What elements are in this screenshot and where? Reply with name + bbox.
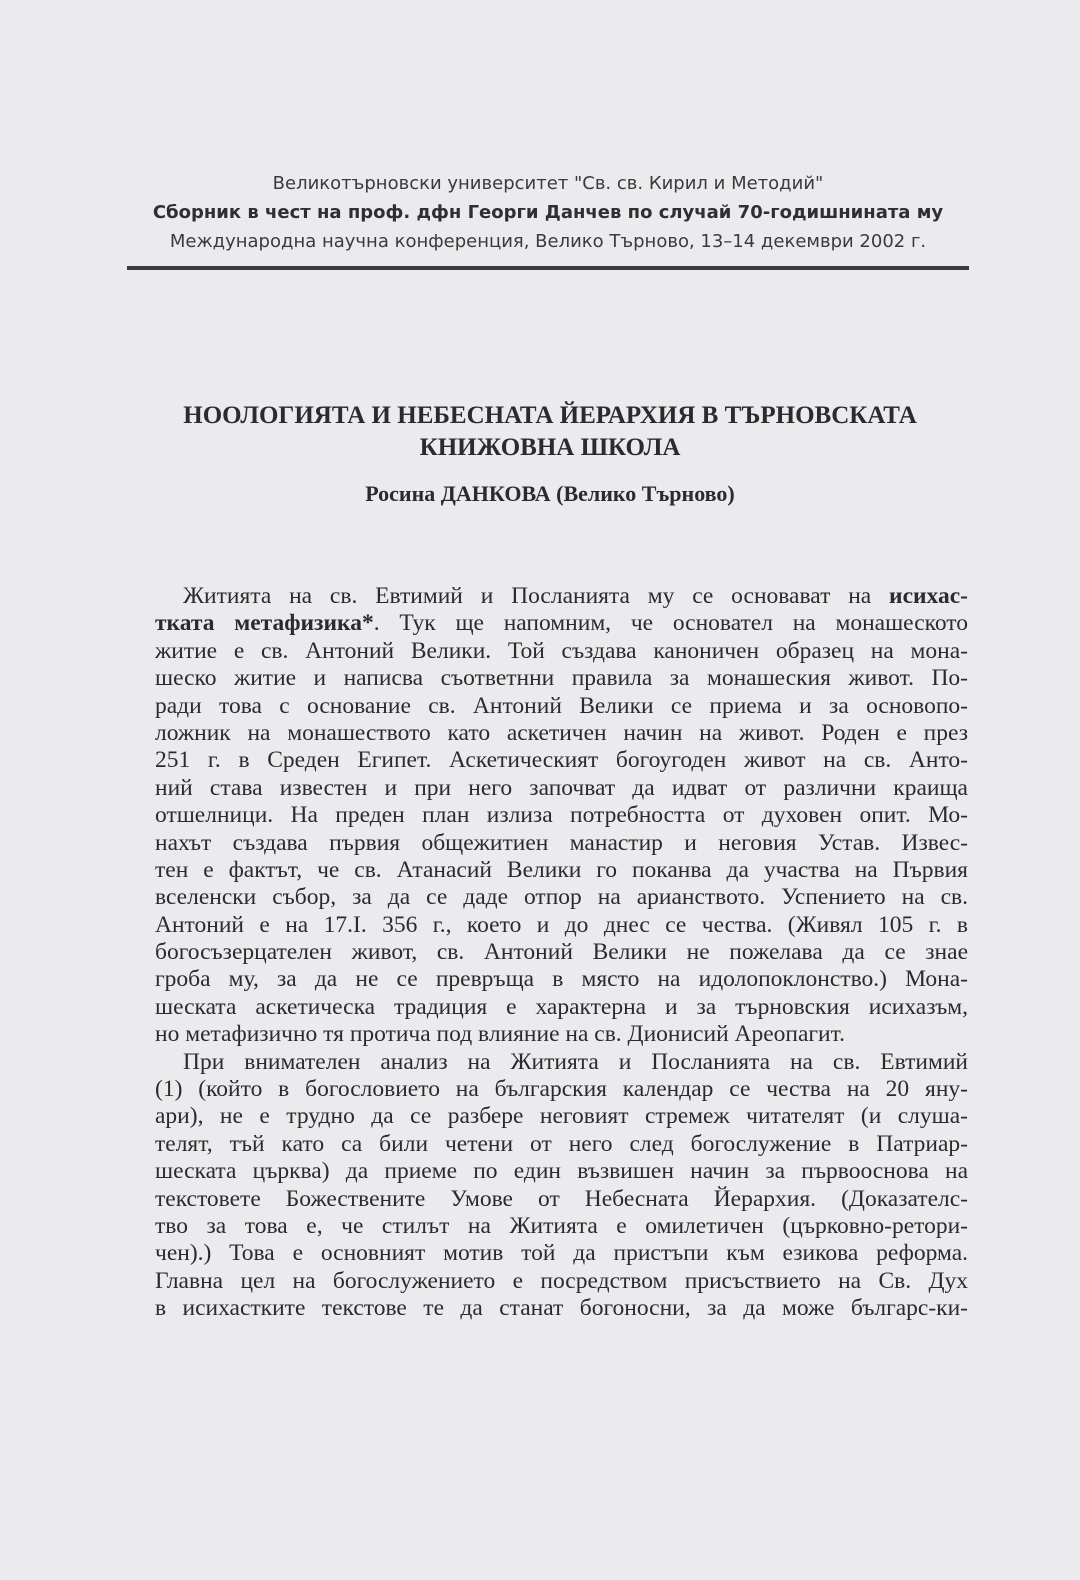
text: Житията на св. Евтимий и Посланията му се основават на — [183, 583, 890, 609]
body-line: нахът създава първия общежитиен манастир и неговия Устав. Извес- — [155, 829, 968, 856]
body-line: При внимателен анализ на Житията и Посланията на св. Евтимий — [183, 1048, 968, 1075]
body-line: шеската аскетическа традиция е характерна и за търновския исихазъм, — [155, 993, 968, 1020]
article-body — [155, 583, 968, 1323]
body-line: тен е фактът, че св. Атанасий Велики го поканва да участва на Първия — [155, 856, 968, 883]
bold-term: тката метафизика* — [155, 610, 374, 637]
body-line: (1) (който в богословието на българския календар се чества на 20 яну- — [155, 1076, 968, 1103]
article-author: Росина ДАНКОВА (Велико Търново) — [365, 481, 735, 506]
header-rule — [127, 266, 969, 270]
body-line: но метафизично тя протича под влияние на св. Дионисий Ареопагит. — [155, 1021, 846, 1048]
body-line: ний става известен и при него започват да идват от различни краища — [155, 774, 968, 801]
text: . Тук ще напомним, че основател на монашеското — [373, 610, 969, 637]
university-header: Великотърновски университет "Св. св. Кирил и Методий" — [272, 173, 824, 194]
body-line — [155, 583, 968, 610]
body-line: текстовете Божествените Умове от Небесната Йерархия. (Доказателс- — [155, 1185, 968, 1212]
body-line: шеско житие и написва съответнни правила за монашеския живот. По- — [155, 665, 968, 692]
body-line: телят, тъй като са били четени от него след богослужение в Патриар- — [155, 1130, 968, 1157]
body-line: Главна цел на богослужението е посредством присъствието на Св. Дух — [155, 1267, 968, 1294]
body-line: отшелници. На преден план излиза потребността от духовен опит. Мо- — [155, 802, 968, 829]
body-line: гроба му, за да не се превръща в място на идолопоклонство.) Мона- — [155, 966, 968, 993]
bold-term: исихас- — [889, 583, 968, 609]
body-line: шеската църква) да приеме по един възвишен начин за първооснова на — [155, 1158, 968, 1185]
collection-header: Сборник в чест на проф. дфн Георги Данчев по случай 70-годишнината му — [152, 202, 944, 223]
body-line: ари), не е трудно да се разбере неговият стремеж читателят (и слуша- — [155, 1103, 968, 1130]
body-line: 251 г. в Среден Египет. Аскетическият богоугоден живот на св. Анто- — [155, 747, 968, 774]
body-line — [155, 610, 968, 637]
body-line: вселенски събор, за да се даде отпор на арианството. Успението на св. — [155, 884, 968, 911]
body-line: житие е св. Антоний Велики. Той създава каноничен образец на мона- — [155, 637, 968, 664]
body-line: ложник на монашеството като аскетичен начин на живот. Роден е през — [155, 719, 968, 746]
article-title-line1: НООЛОГИЯТА И НЕБЕСНАТА ЙЕРАРХИЯ В ТЪРНОВСКАТА — [183, 402, 917, 429]
conference-header: Международна научна конференция, Велико Търново, 13–14 декември 2002 г. — [169, 231, 927, 252]
body-line: чен).) Това е основният мотив той да пристъпи към езикова реформа. — [155, 1240, 968, 1267]
body-line: тво за това е, че стилът на Житията е омилетичен (църковно-ретори- — [155, 1212, 968, 1239]
body-line: богосъзерцателен живот, св. Антоний Велики не пожелава да се знае — [155, 939, 968, 966]
body-line: ради това с основание св. Антоний Велики се приема и за основопо- — [155, 692, 968, 719]
article-title-line2: КНИЖОВНА ШКОЛА — [419, 434, 681, 461]
body-line: в исихастките текстове те да станат богоносни, за да може българс-ки- — [155, 1295, 968, 1322]
body-line: Антоний е на 17.I. 356 г., което и до днес се чества. (Живял 105 г. в — [155, 911, 968, 938]
